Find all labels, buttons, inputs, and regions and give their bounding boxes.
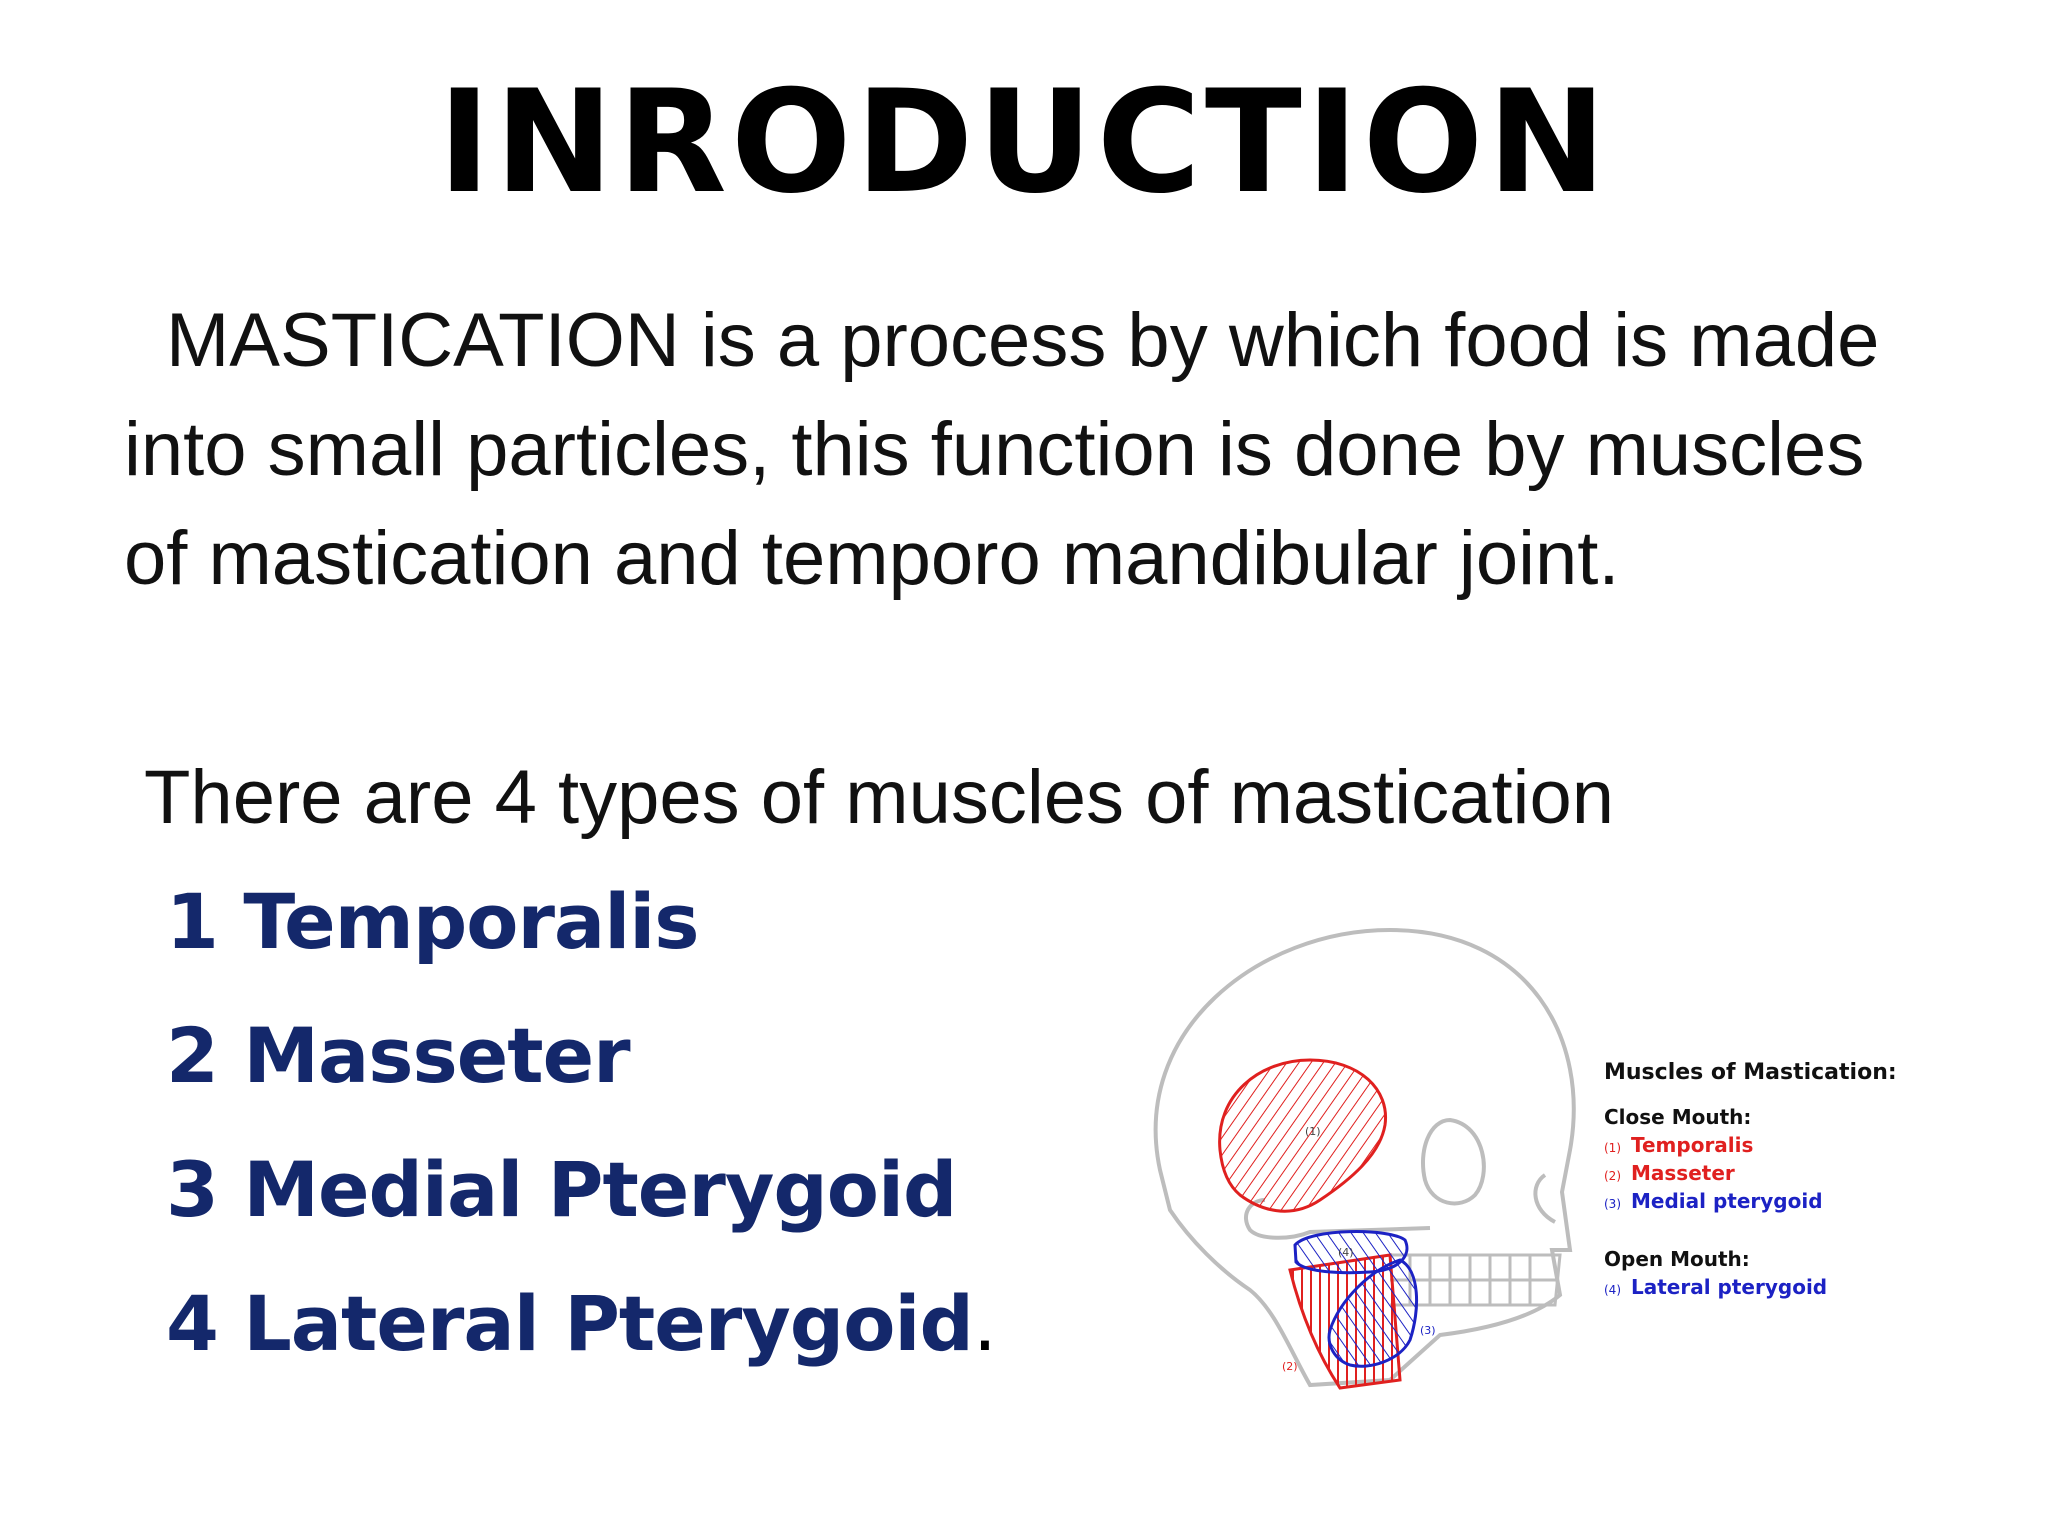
legend-open-heading: Open Mouth: <box>1604 1247 1750 1271</box>
muscle-item-medial-pterygoid: 3 Medial Pterygoid <box>166 1145 957 1234</box>
eye-socket <box>1423 1120 1484 1203</box>
legend-num: (4) <box>1604 1283 1621 1297</box>
final-period: . <box>972 1279 997 1368</box>
diagram-label-1: (1) <box>1305 1125 1321 1138</box>
legend-num: (3) <box>1604 1197 1621 1211</box>
legend-item-medial-pterygoid <box>1604 1189 2034 1213</box>
legend-name: Lateral pterygoid <box>1631 1275 1828 1299</box>
legend-name: Medial pterygoid <box>1631 1189 1823 1213</box>
muscle-item-lateral-pterygoid <box>166 1279 997 1368</box>
intro-paragraph <box>124 286 1924 613</box>
diagram-label-2: (2) <box>1282 1360 1298 1373</box>
legend-title: Muscles of Mastication: <box>1604 1060 1897 1085</box>
muscle-item-masseter: 2 Masseter <box>166 1011 630 1100</box>
legend-num: (1) <box>1604 1141 1621 1155</box>
muscle-item-lateral-pterygoid-text: 4 Lateral Pterygoid <box>166 1279 973 1368</box>
muscle-item-temporalis: 1 Temporalis <box>166 877 699 966</box>
intro-paragraph-text: MASTICATION is a process by which food is made into small particles, this function is done by muscles of mastication and temporo mandibular joint. <box>124 298 1880 601</box>
slide-title: INRODUCTION <box>437 60 1611 225</box>
legend-item-masseter <box>1604 1161 2034 1185</box>
legend-name: Temporalis <box>1631 1133 1754 1157</box>
diagram-label-4: (4) <box>1338 1246 1354 1259</box>
diagram-legend <box>1604 1060 2034 1299</box>
legend-num: (2) <box>1604 1169 1621 1183</box>
legend-item-temporalis <box>1604 1133 2034 1157</box>
nasal-cavity <box>1535 1175 1555 1222</box>
legend-name: Masseter <box>1631 1161 1735 1185</box>
legend-close-heading: Close Mouth: <box>1604 1105 1752 1129</box>
legend-item-lateral-pterygoid <box>1604 1275 2034 1299</box>
skull-diagram <box>1100 910 1680 1400</box>
temporalis-muscle <box>1220 1060 1386 1211</box>
diagram-label-3: (3) <box>1420 1324 1436 1337</box>
muscle-types-intro: There are 4 types of muscles of mastication <box>144 755 1614 840</box>
